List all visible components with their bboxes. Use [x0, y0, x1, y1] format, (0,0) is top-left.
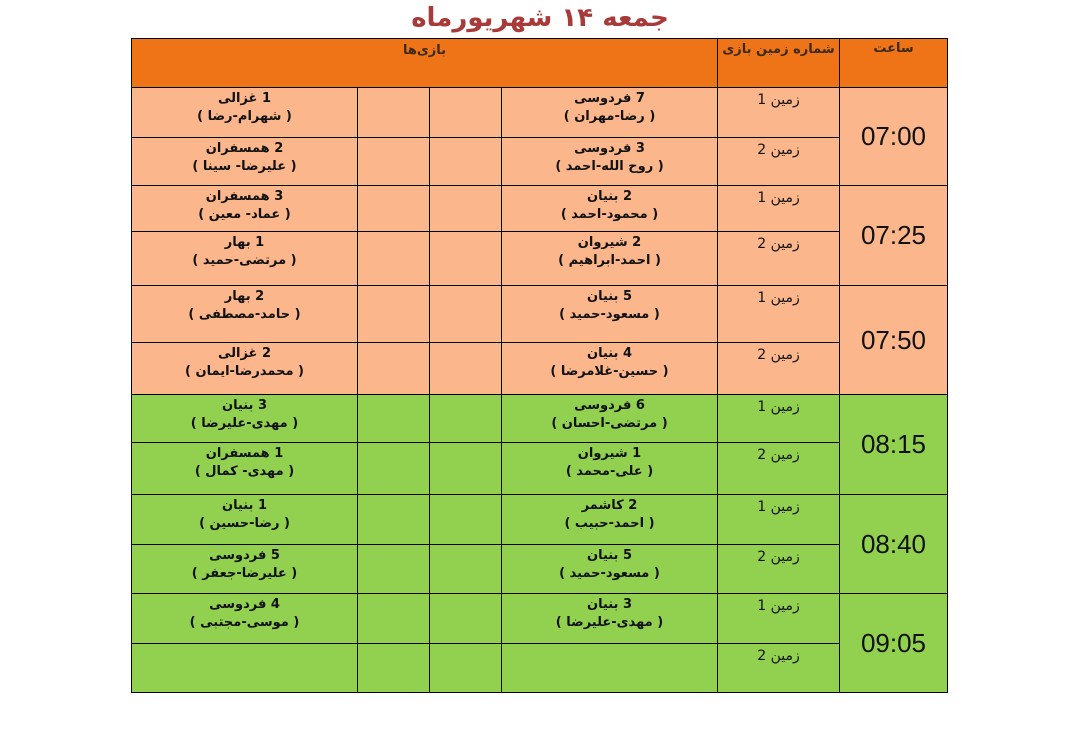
team-players: ( مرتضی-احسان ): [551, 416, 668, 431]
team-left-cell: [132, 594, 358, 644]
team-right-cell: [502, 138, 718, 186]
score-cell: [358, 495, 430, 545]
team-name: 4 بنیان: [586, 346, 633, 361]
team-players: ( محمدرضا-ایمان ): [185, 364, 304, 379]
field-number: زمین 2: [757, 347, 800, 363]
field-cell: [718, 644, 840, 693]
field-number: زمین 1: [757, 190, 800, 206]
score-cell: [358, 644, 430, 693]
header-time: ساعت: [840, 39, 948, 88]
team-right-cell: [502, 594, 718, 644]
match-row: [132, 286, 948, 343]
team-name: 3 بنیان: [221, 398, 268, 413]
team-right-cell: [502, 495, 718, 545]
score-cell: [430, 395, 502, 443]
score-cell: [430, 343, 502, 395]
team-left-cell: [132, 545, 358, 594]
team-name: 5 بنیان: [586, 548, 633, 563]
team-players: ( رضا-حسین ): [199, 516, 290, 531]
team-name: 2 کاشمر: [581, 498, 638, 513]
team-left-cell: [132, 443, 358, 495]
field-cell: [718, 395, 840, 443]
team-name: 5 فردوسی: [209, 548, 280, 563]
team-right-cell: [502, 343, 718, 395]
time-cell: 07:50: [840, 286, 948, 395]
score-cell: [358, 443, 430, 495]
match-row: [132, 495, 948, 545]
team-players: ( رضا-مهران ): [563, 109, 656, 124]
header-row: [132, 39, 948, 88]
team-name: 3 فردوسی: [574, 141, 645, 156]
team-players: ( روح الله-احمد ): [555, 159, 664, 174]
field-cell: [718, 232, 840, 286]
time-cell: 07:25: [840, 186, 948, 286]
score-cell: [430, 186, 502, 232]
team-players: ( مهدی-علیرضا ): [555, 615, 664, 630]
header-games: بازی‌ها: [132, 39, 718, 88]
field-cell: [718, 545, 840, 594]
team-name: 3 همسفران: [205, 189, 284, 204]
team-players: ( مسعود-حمید ): [559, 566, 660, 581]
page-title: جمعه ۱۴ شهریورماه: [411, 3, 669, 33]
field-number: زمین 1: [757, 92, 800, 108]
team-right-cell: [502, 232, 718, 286]
match-row: [132, 88, 948, 138]
field-cell: [718, 138, 840, 186]
team-name: 3 بنیان: [586, 597, 633, 612]
team-right-cell: [502, 286, 718, 343]
field-cell: [718, 186, 840, 232]
team-players: ( موسی-مجتبی ): [189, 615, 300, 630]
team-players: ( محمود-احمد ): [560, 207, 659, 222]
team-left-cell: [132, 343, 358, 395]
time-cell: 09:05: [840, 594, 948, 693]
team-players: ( علیرضا- سینا ): [192, 159, 297, 174]
score-cell: [430, 594, 502, 644]
score-cell: [358, 186, 430, 232]
team-left-cell: [132, 88, 358, 138]
team-left-cell: [132, 286, 358, 343]
field-cell: [718, 343, 840, 395]
team-name: 1 بهار: [224, 235, 265, 250]
field-number: زمین 1: [757, 499, 800, 515]
team-players: ( شهرام-رضا ): [197, 109, 292, 124]
team-name: 1 شیروان: [577, 446, 642, 461]
team-left-cell: [132, 138, 358, 186]
score-cell: [358, 395, 430, 443]
schedule-table: [131, 38, 948, 693]
team-players: ( مسعود-حمید ): [559, 307, 660, 322]
team-name: 2 همسفران: [205, 141, 284, 156]
team-name: 2 شیروان: [577, 235, 642, 250]
team-right-cell: [502, 644, 718, 693]
team-name: 5 بنیان: [586, 289, 633, 304]
score-cell: [430, 644, 502, 693]
field-cell: [718, 443, 840, 495]
match-row: [132, 138, 948, 186]
score-cell: [430, 138, 502, 186]
team-left-cell: [132, 186, 358, 232]
time-cell: 08:15: [840, 395, 948, 495]
team-players: ( مهدی-علیرضا ): [190, 416, 299, 431]
team-name: 7 فردوسی: [574, 91, 645, 106]
score-cell: [358, 232, 430, 286]
match-row: [132, 186, 948, 232]
field-number: زمین 2: [757, 447, 800, 463]
score-cell: [430, 232, 502, 286]
team-name: 1 بنیان: [221, 498, 268, 513]
score-cell: [358, 138, 430, 186]
team-players: ( احمد-ابراهیم ): [558, 253, 661, 268]
team-players: ( عماد- معین ): [198, 207, 291, 222]
field-cell: [718, 594, 840, 644]
score-cell: [358, 594, 430, 644]
match-row: [132, 644, 948, 693]
match-row: [132, 443, 948, 495]
match-row: [132, 343, 948, 395]
team-name: 2 بنیان: [586, 189, 633, 204]
team-left-cell: [132, 232, 358, 286]
team-players: ( مهدی- کمال ): [194, 464, 295, 479]
score-cell: [430, 545, 502, 594]
match-row: [132, 395, 948, 443]
team-right-cell: [502, 395, 718, 443]
score-cell: [358, 545, 430, 594]
field-number: زمین 2: [757, 549, 800, 565]
score-cell: [430, 495, 502, 545]
team-name: 2 بهار: [224, 289, 265, 304]
team-players: ( علی-محمد ): [565, 464, 654, 479]
score-cell: [358, 88, 430, 138]
field-number: زمین 2: [757, 648, 800, 664]
score-cell: [430, 88, 502, 138]
field-number: زمین 1: [757, 598, 800, 614]
time-cell: 07:00: [840, 88, 948, 186]
team-players: ( حامد-مصطفی ): [188, 307, 301, 322]
field-number: زمین 1: [757, 290, 800, 306]
team-name: 4 فردوسی: [209, 597, 280, 612]
team-name: 1 غزالی: [217, 91, 272, 106]
team-players: ( حسین-غلامرضا ): [550, 364, 669, 379]
field-cell: [718, 495, 840, 545]
field-cell: [718, 286, 840, 343]
team-left-cell: [132, 644, 358, 693]
header-field-number: شماره زمین بازی: [718, 39, 840, 88]
team-players: ( مرتضی-حمید ): [192, 253, 297, 268]
team-right-cell: [502, 545, 718, 594]
team-players: ( احمد-حبیب ): [564, 516, 655, 531]
score-cell: [430, 443, 502, 495]
time-cell: 08:40: [840, 495, 948, 594]
team-right-cell: [502, 186, 718, 232]
team-left-cell: [132, 495, 358, 545]
team-name: 2 غزالی: [217, 346, 272, 361]
team-left-cell: [132, 395, 358, 443]
score-cell: [430, 286, 502, 343]
field-number: زمین 2: [757, 142, 800, 158]
match-row: [132, 594, 948, 644]
score-cell: [358, 343, 430, 395]
match-row: [132, 545, 948, 594]
field-cell: [718, 88, 840, 138]
team-right-cell: [502, 443, 718, 495]
match-row: [132, 232, 948, 286]
field-number: زمین 1: [757, 399, 800, 415]
team-name: 6 فردوسی: [574, 398, 645, 413]
field-number: زمین 2: [757, 236, 800, 252]
team-right-cell: [502, 88, 718, 138]
score-cell: [358, 286, 430, 343]
team-name: 1 همسفران: [205, 446, 284, 461]
team-players: ( علیرضا-جعفر ): [191, 566, 298, 581]
